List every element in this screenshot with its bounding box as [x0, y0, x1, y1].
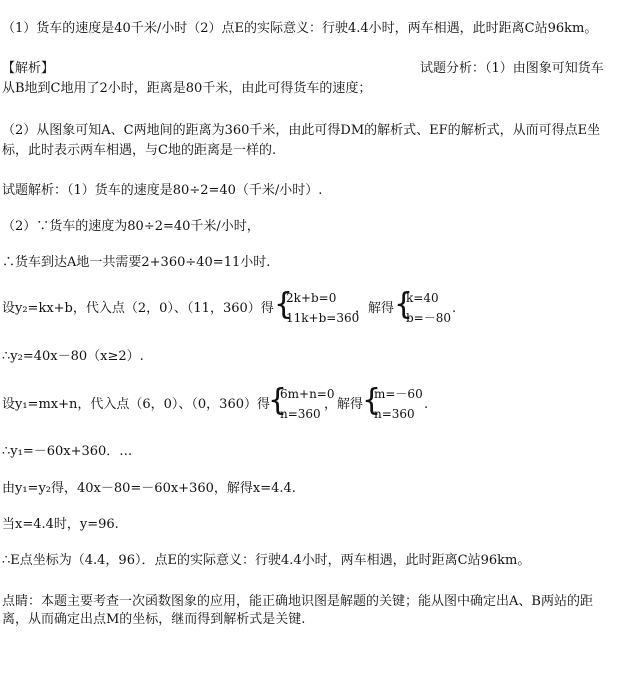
system1-end: .	[452, 301, 457, 316]
analysis-line-3: 标，此时表示两车相遇，与C地的距离是一样的.	[2, 143, 277, 158]
system1-mid: ，解得	[355, 301, 395, 316]
comment-line-1: 点睛：本题主要考查一次函数图象的应用，能正确地识图是解题的关键；能从图中确定出A、B两站的距	[2, 594, 593, 609]
system2-solution-brace: {	[362, 383, 382, 418]
comment-line-2: 离，从而确定出点M的坐标，继而得到解析式是关键.	[2, 612, 306, 627]
analysis-heading: 【解析】	[2, 61, 55, 76]
analysis-line-2: （2）从图象可知A、C两地间的距离为360千米，由此可得DM的解析式、EF的解析式，从而可得点E坐	[2, 123, 601, 138]
analysis-line-1: 从B地到C地用了2小时，距离是80千米，由此可得货车的速度；	[2, 81, 372, 96]
answer-line: （1）货车的速度是40千米/小时（2）点E的实际意义：行驶4.4小时，两车相遇，此时距离C站96km。	[2, 21, 598, 36]
solution-total-time: ∴货车到达A地一共需要2+360÷40=11小时.	[2, 255, 271, 270]
system2-mid: ，解得	[324, 397, 364, 412]
system1-brace: {	[274, 287, 294, 322]
y2-result: ∴y₂=40x－80（x≥2）.	[2, 349, 144, 364]
system2-prefix: 设y₁=mx+n，代入点（6，0）、（0，360）得	[2, 397, 270, 412]
y-value: 当x=4.4时，y=96.	[2, 517, 119, 532]
y1-result: ∴y₁=－60x+360．…	[2, 444, 133, 459]
system1-prefix: 设y₂=kx+b，代入点（2，0）、（11，360）得	[2, 301, 274, 316]
analysis-intro: 试题分析：（1）由图象可知货车	[420, 61, 604, 76]
solution-part2-speed: （2）∵货车的速度为80÷2=40千米/小时，	[2, 219, 260, 234]
system1-eq1: 2k+b=0	[286, 291, 337, 305]
point-e-meaning: ∴E点坐标为（4.4，96）．点E的实际意义：行驶4.4小时，两车相遇，此时距离C站96km。	[2, 553, 531, 568]
system2-sol1: m=－60	[374, 387, 423, 401]
system2-sol2: n=360	[374, 407, 415, 421]
system2-eq1: 6m+n=0	[280, 387, 335, 401]
solution-part1: 试题解析：（1）货车的速度是80÷2=40（千米/小时）.	[2, 183, 323, 198]
system1-solution-brace: {	[394, 287, 414, 322]
system2-brace: {	[268, 383, 288, 418]
system1-eq2: 11k+b=360	[286, 311, 360, 325]
system1-sol1: k=40	[406, 291, 439, 305]
system1-sol2: b=－80	[406, 311, 452, 325]
system2-eq2: n=360	[280, 407, 321, 421]
system2-end: .	[424, 397, 429, 412]
intersection-solve: 由y₁=y₂得，40x－80=－60x+360，解得x=4.4.	[2, 481, 296, 496]
